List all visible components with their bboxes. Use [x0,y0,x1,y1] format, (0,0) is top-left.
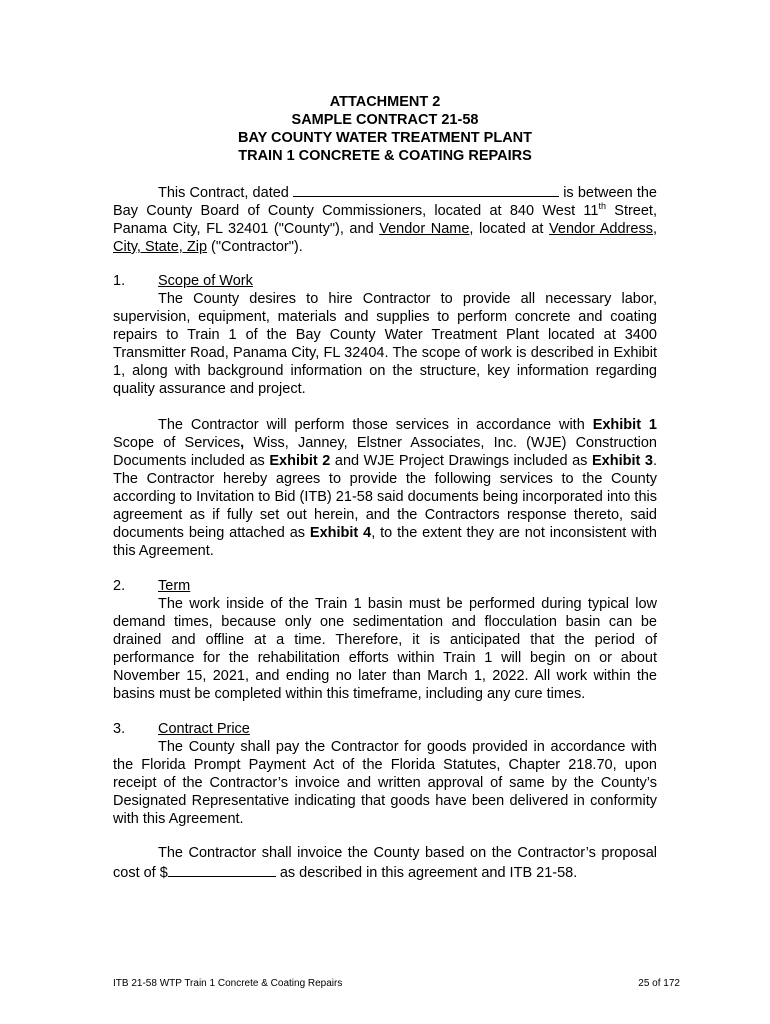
vendor-address: Vendor Address, City, State, Zip [113,221,657,255]
footer-page-number: 25 of 172 [638,978,680,989]
s3p2-text-a: The Contractor shall invoice the County based on the Contractor’s proposal cost of $ [113,845,657,881]
header-line-3: BAY COUNTY WATER TREATMENT PLANT [237,130,533,146]
s1p2-text-a: The Contractor will perform those services in accordance with [158,417,593,433]
s1p2-text-d: and WJE Project Drawings included as [330,453,592,469]
intro-paragraph [113,182,657,256]
section-1-title: Scope of Work [158,273,253,289]
section-2-title: Term [158,578,191,594]
section-1-paragraph-2 [113,416,657,560]
exhibit-3-ref: Exhibit 3 [591,453,653,469]
section-3-title: Contract Price [158,721,250,737]
intro-superscript: th [598,201,606,212]
exhibit-4-ref: Exhibit 4 [309,525,372,541]
intro-text-4: , located at [469,221,550,237]
section-2-heading [113,577,190,595]
footer-document-title: ITB 21-58 WTP Train 1 Concrete & Coating Repairs [113,978,343,989]
section-3-number: 3. [113,721,126,737]
section-1-paragraph-1: The County desires to hire Contractor to provide all necessary labor, supervision, equipment, materials and supplies to perform concrete and coating repairs to Train 1 of the Bay County Water Treatment Plant located at 3400 Transmitter Road, Panama City, FL 32404. The scope of work is described in Exhibit 1, along with background information on the structure, key information regarding quality assurance and project. [113,291,657,397]
section-3-paragraph-2 [113,844,657,882]
section-2-paragraph: The work inside of the Train 1 basin must be performed during typical low demand times, because only one sedimentation and flocculation basin can be drained and offline at a time. Therefore, it is anticipated that the period of performance for the rehabilitation efforts within Train 1 will begin on or about November 15, 2021, and ending no later than March 1, 2022. All work within the basins must be completed within this timeframe, including any cure times. [113,596,657,702]
document-header [113,93,657,165]
s1p2-text-c: Wiss, Janney, Elstner Associates, Inc. (WJE) Construction Documents included as [113,435,657,469]
intro-text-2: is between the Bay County Board of County Commissioners, located at 840 West 11 [113,185,657,219]
proposal-cost-blank-line [168,862,276,877]
intro-text-5: ("Contractor"). [207,239,303,255]
intro-text-1: This Contract, dated [158,185,289,201]
exhibit-2-ref: Exhibit 2 [269,453,331,469]
s1p2-text-f: , to the extent they are not inconsistent with this Agreement. [113,525,657,559]
section-1-number: 1. [113,273,126,289]
intro-text-3: Street, Panama City, FL 32401 ("County"), and [113,203,657,237]
section-3-paragraph-1: The County shall pay the Contractor for goods provided in accordance with the Florida Prompt Payment Act of the Florida Statutes, Chapter 218.70, upon receipt of the Contractor’s invoice and written approval of same by the County’s Designated Representative indicating that goods have been delivered in conformity with this Agreement. [113,739,657,827]
header-line-2: SAMPLE CONTRACT 21-58 [291,112,479,128]
section-2-number: 2. [113,578,126,594]
header-line-1: ATTACHMENT 2 [329,94,441,110]
section-3-heading [113,720,250,738]
section-1-heading [113,272,253,290]
s1p2-comma: , [240,435,245,451]
s3p2-text-b: as described in this agreement and ITB 21-58. [275,865,578,881]
header-line-4: TRAIN 1 CONCRETE & COATING REPAIRS [238,148,532,164]
exhibit-1-ref: Exhibit 1 [592,417,658,433]
vendor-name: Vendor Name [379,221,470,237]
s1p2-text-b: Scope of Services [113,435,241,451]
s1p2-text-e: . The Contractor hereby agrees to provide the following services to the County according to Invitation to Bid (ITB) 21-58 said documents being incorporated into this agreement as if fully set out herein, and the Contractors response thereto, said documents being attached as [113,453,657,541]
date-blank-line [293,182,559,197]
